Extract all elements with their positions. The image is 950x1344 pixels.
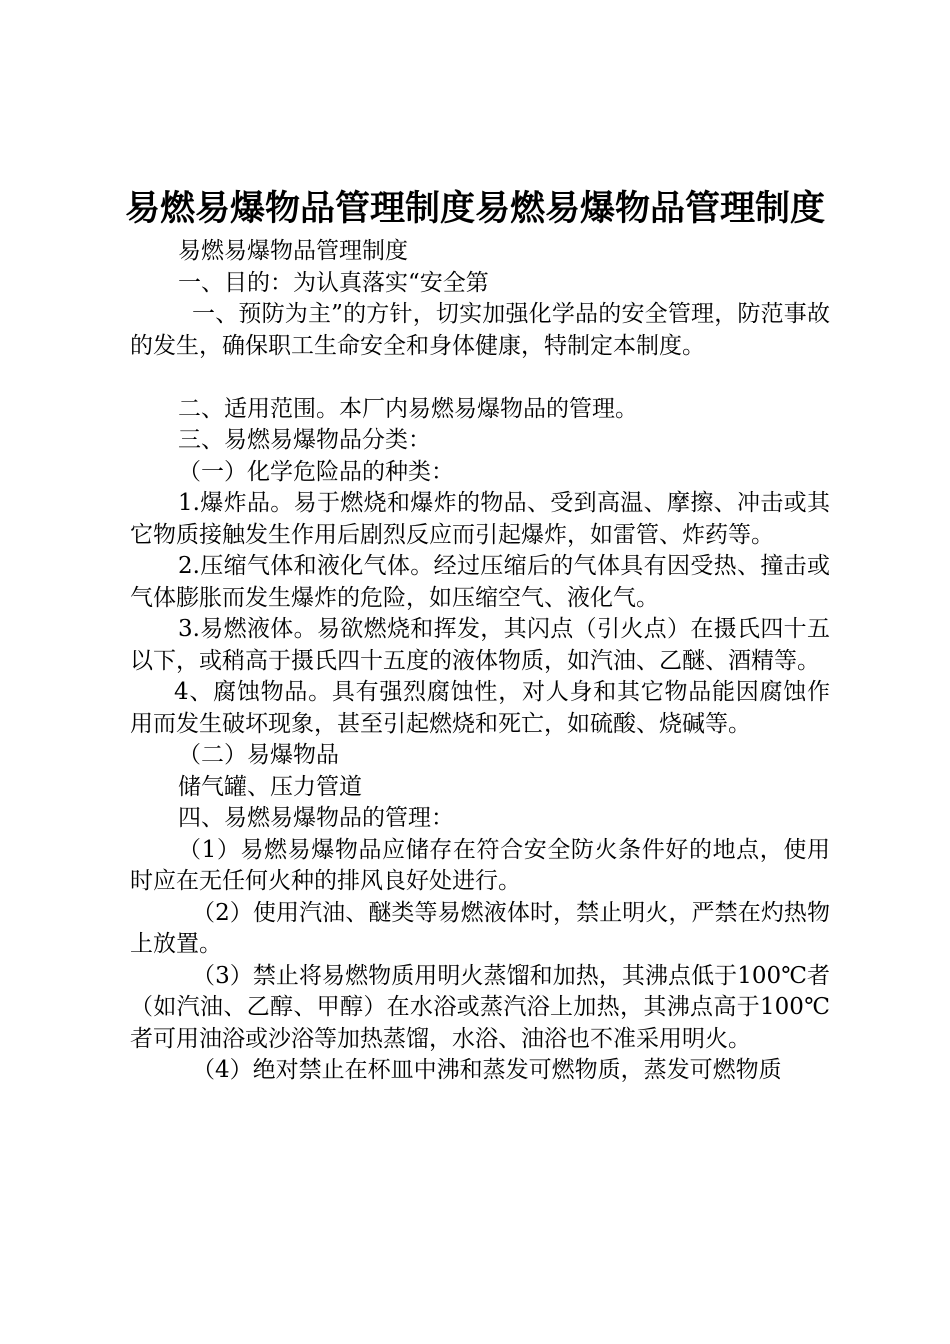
paragraph-compressed-gas: 2.压缩气体和液化气体。经过压缩后的气体具有因受热、撞击或气体膨胀而发生爆炸的危险，如压缩空气、液化气。 [130,553,830,611]
paragraph-purpose: 一、目的：为认真落实“安全第 [178,269,489,296]
paragraph-explosives: 1.爆炸品。易于燃烧和爆炸的物品、受到高温、摩擦、冲击或其它物质接触发生作用后剧烈反应而引起爆炸，如雷管、炸药等。 [130,490,830,548]
document-title: 易燃易爆物品管理制度易燃易爆物品管理制度 [124,188,825,229]
paragraph-rule-1: （1）易燃易爆物品应储存在符合安全防火条件好的地点，使用时应在无任何火种的排风良好处进行。 [130,836,830,894]
paragraph-heading: 易燃易爆物品管理制度 [178,238,408,264]
paragraph-policy: 一、预防为主”的方针，切实加强化学品的安全管理，防范事故的发生，确保职工生命安全和身体健康，特制定本制度。 [130,301,830,359]
paragraph-rule-2: （2）使用汽油、醚类等易燃液体时，禁止明火，严禁在灼热物上放置。 [130,899,830,957]
paragraph-flammable-liquid: 3.易燃液体。易欲燃烧和挥发，其闪点（引火点）在摄氏四十五以下，或稍高于摄氏四十五度的液体物质，如汽油、乙醚、酒精等。 [130,616,830,674]
paragraph-explosive-items: （二）易爆物品 [178,742,339,768]
paragraph-chemical-types: （一）化学危险品的种类： [178,458,454,485]
document-body [130,236,830,1087]
paragraph-spacer [130,362,830,394]
paragraph-corrosives: 4、腐蚀物品。具有强烈腐蚀性，对人身和其它物品能因腐蚀作用而发生破坏现象，甚至引起燃烧和死亡，如硫酸、烧碱等。 [130,679,830,737]
paragraph-rule-4: （4）绝对禁止在杯皿中沸和蒸发可燃物质，蒸发可燃物质 [192,1057,782,1083]
paragraph-gas-tanks: 储气罐、压力管道 [178,773,362,800]
paragraph-management: 四、易燃易爆物品的管理： [178,805,454,831]
paragraph-scope: 二、适用范围。本厂内易燃易爆物品的管理。 [178,395,638,422]
paragraph-rule-3: （3）禁止将易燃物质用明火蒸馏和加热，其沸点低于100℃者（如汽油、乙醇、甲醇）在水浴或蒸汽浴上加热，其沸点高于100℃者可用油浴或沙浴等加热蒸馏，水浴、油浴也不准采用明火。 [130,962,830,1052]
paragraph-classification: 三、易燃易爆物品分类： [178,427,431,453]
